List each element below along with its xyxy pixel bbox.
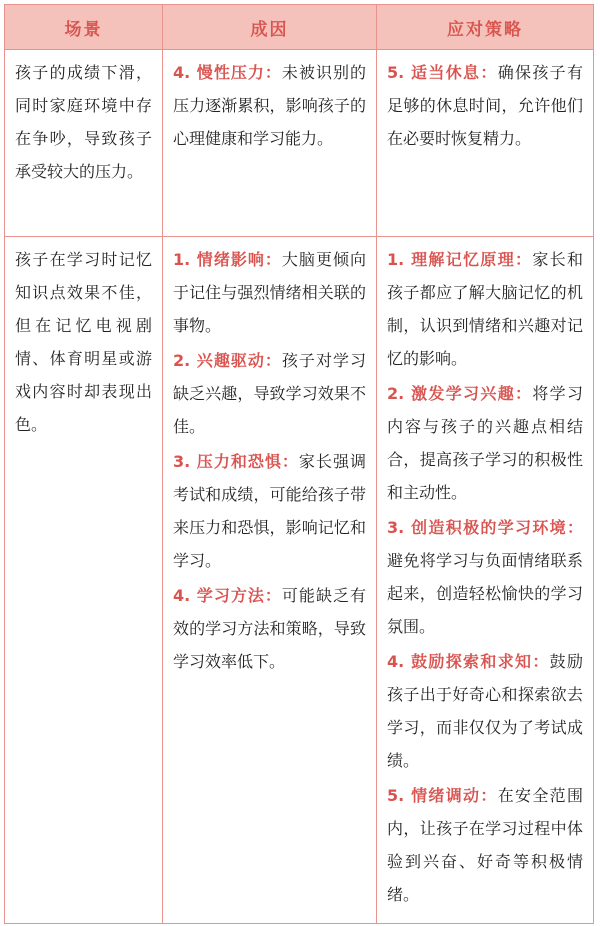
cause-text: 未被识别的压力逐渐累积，影响孩子的心理健康和学习能力。 [173, 63, 366, 148]
strategy-text: 将学习内容与孩子的兴趣点相结合，提高孩子学习的积极性和主动性。 [387, 384, 583, 502]
scene-cell: 孩子的成绩下滑，同时家庭环境中存在争吵，导致孩子承受较大的压力。 [5, 50, 163, 237]
cause-cell [163, 237, 377, 924]
strategy-cell [377, 237, 594, 924]
strategy-cell [377, 50, 594, 237]
strategy-text: 在安全范围内，让孩子在学习过程中体验到兴奋、好奇等积极情绪。 [387, 786, 583, 904]
strategy-text: 确保孩子有足够的休息时间，允许他们在必要时恢复精力。 [387, 63, 583, 148]
strategy-text: 避免将学习与负面情绪联系起来，创造轻松愉快的学习氛围。 [387, 551, 583, 636]
strategy-title: 3. 创造积极的学习环境： [387, 518, 583, 537]
cause-item [173, 579, 366, 678]
strategy-text: 家长和孩子都应了解大脑记忆的机制，认识到情绪和兴趣对记忆的影响。 [387, 250, 583, 368]
strategy-table-container [4, 4, 593, 924]
header-scene: 场景 [5, 5, 163, 50]
cause-title: 4. 学习方法： [173, 586, 282, 605]
header-row [5, 5, 594, 50]
cause-title: 1. 情绪影响： [173, 250, 282, 269]
table-row [5, 50, 594, 237]
strategy-title: 5. 适当休息： [387, 63, 498, 82]
cause-item [173, 445, 366, 577]
cause-text: 大脑更倾向于记住与强烈情绪相关联的事物。 [173, 250, 366, 335]
cause-title: 4. 慢性压力： [173, 63, 282, 82]
strategy-item [387, 243, 583, 375]
cause-text: 可能缺乏有效的学习方法和策略，导致学习效率低下。 [173, 586, 366, 671]
scene-cell: 孩子在学习时记忆知识点效果不佳，但在记忆电视剧情、体育明星或游戏内容时却表现出色。 [5, 237, 163, 924]
strategy-item [387, 56, 583, 155]
header-cause: 成因 [163, 5, 377, 50]
table-row [5, 237, 594, 924]
cause-title: 3. 压力和恐惧： [173, 452, 299, 471]
cause-item [173, 344, 366, 443]
cause-text: 孩子对学习缺乏兴趣，导致学习效果不佳。 [173, 351, 366, 436]
strategy-title: 4. 鼓励探索和求知： [387, 652, 550, 671]
header-strategy: 应对策略 [377, 5, 594, 50]
cause-item [173, 56, 366, 155]
strategy-item [387, 511, 583, 643]
strategy-title: 1. 理解记忆原理： [387, 250, 533, 269]
strategy-item [387, 377, 583, 509]
strategy-title: 5. 情绪调动： [387, 786, 498, 805]
strategy-item [387, 779, 583, 911]
cause-item [173, 243, 366, 342]
cause-text: 家长强调考试和成绩，可能给孩子带来压力和恐惧，影响记忆和学习。 [173, 452, 366, 570]
strategy-table [4, 4, 594, 924]
strategy-text: 鼓励孩子出于好奇心和探索欲去学习，而非仅仅为了考试成绩。 [387, 652, 583, 770]
cause-cell [163, 50, 377, 237]
strategy-title: 2. 激发学习兴趣： [387, 384, 533, 403]
strategy-item [387, 645, 583, 777]
cause-title: 2. 兴趣驱动： [173, 351, 282, 370]
